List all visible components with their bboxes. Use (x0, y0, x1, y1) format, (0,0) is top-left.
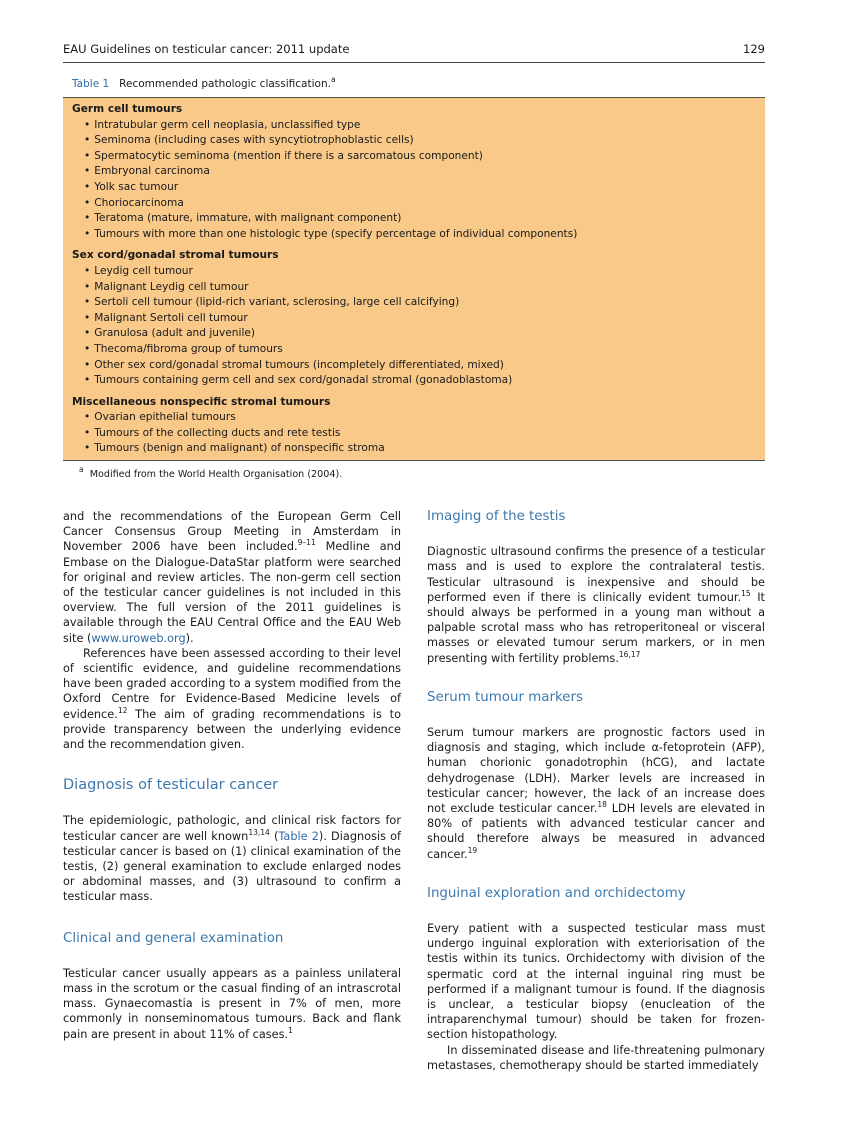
paragraph: References have been assessed according to their level of scientific evidence, and guideline recommendations have been graded according to a system modified from the Oxford Centre for Evidence-Based Medicine levels of evidence.$^{12}$ The aim of grading recommendations is to provide transparency between the underlying evidence and the recommendation given. (63, 646, 401, 752)
list-item: • Ovarian epithelial tumours (84, 410, 765, 426)
table-footnote (79, 465, 343, 480)
classification-table (63, 97, 765, 461)
list-item: • Other sex cord/gonadal stromal tumours (incompletely differentiated, mixed) (84, 358, 765, 374)
citation: 16,17 (618, 649, 641, 659)
citation: 19 (467, 845, 478, 855)
citation: 1 (288, 1025, 293, 1035)
list-item: • Embryonal carcinoma (84, 164, 765, 180)
uroweb-link[interactable]: www.uroweb.org (91, 631, 186, 645)
citation: 18 (597, 800, 607, 810)
paragraph: The epidemiologic, pathologic, and clinical risk factors for testicular cancer are well known$^{13,14}$ (Table 2). Diagnosis of testicular cancer is based on (1) clinical examination of the testis, (2) general examination to exclude enlarged nodes or abdominal masses, and (3) ultrasound to confirm a testicular mass. (63, 814, 402, 904)
left-column (63, 509, 401, 1042)
list-item: • Tumours of the collecting ducts and rete testis (84, 426, 765, 442)
table-number: Table 1 (72, 78, 110, 90)
list-item: • Tumours containing germ cell and sex cord/gonadal stromal (gonadoblastoma) (84, 373, 765, 389)
section-heading-clinical: Clinical and general examination (63, 930, 284, 946)
header-rule (63, 62, 765, 63)
table-caption-marker: a (330, 75, 336, 84)
table-group-title: Sex cord/gonadal stromal tumours (72, 249, 279, 262)
footnote-marker: a (79, 465, 84, 474)
list-item: • Malignant Leydig cell tumour (84, 280, 765, 296)
list-item: • Tumours (benign and malignant) of nonspecific stroma (84, 441, 765, 457)
table-group-list (72, 118, 765, 243)
paragraph: Every patient with a suspected testicular mass must undergo inguinal exploration with exteriorisation of the testis within its tunics. Orchidectomy with division of the spermatic cord at the internal inguinal ring must be performed if a malignant tumour is found. If the diagnosis is unclear, a testicular biopsy (enucleation of the intraparenchymal tumour) should be taken for frozen-section histopathology. (427, 922, 765, 1042)
page-number: 129 (743, 42, 765, 56)
footnote-text: Modified from the World Health Organisation (2004). (89, 469, 343, 480)
table-group-title: Miscellaneous nonspecific stromal tumours (72, 395, 331, 408)
list-item: • Spermatocytic seminoma (mention if there is a sarcomatous component) (84, 149, 765, 165)
citation: 12 (117, 705, 128, 715)
section-heading-inguinal: Inguinal exploration and orchidectomy (427, 885, 686, 901)
list-item: • Intratubular germ cell neoplasia, unclassified type (84, 118, 765, 134)
running-header (63, 42, 765, 60)
list-item: • Sertoli cell tumour (lipid-rich variant, sclerosing, large cell calcifying) (84, 295, 765, 311)
table-group-list (72, 264, 765, 389)
table-group (72, 395, 765, 457)
citation: 15 (741, 588, 751, 598)
table-group-list (72, 410, 765, 457)
table-caption (72, 75, 336, 90)
table-2-link[interactable]: Table 2 (278, 829, 319, 843)
table-group (72, 248, 765, 388)
list-item: • Malignant Sertoli cell tumour (84, 311, 765, 327)
section-heading-serum: Serum tumour markers (427, 689, 584, 705)
table-group (72, 102, 765, 242)
list-item: • Choriocarcinoma (84, 196, 765, 212)
paragraph: Testicular cancer usually appears as a painless unilateral mass in the scrotum or the casual finding of an intrascrotal mass. Gynaecomastia is present in 7% of men, more commonly in nonseminomatous tumours. Back and flank pain are present in about 11% of cases.$^1$ (63, 966, 401, 1041)
paragraph: Diagnostic ultrasound confirms the presence of a testicular mass and is used to explore the contralateral testis. Testicular ultrasound is inexpensive and should be performed even if there is clinically evident tumour.$^{15}$ It should always be performed in a young man without a palpable scrotal mass who has retroperitoneal or visceral masses or elevated tumour serum markers, or in men presenting with fertility problems.$^{16,17}$ (427, 545, 765, 665)
list-item: • Tumours with more than one histologic type (specify percentage of individual components) (84, 227, 765, 243)
list-item: • Leydig cell tumour (84, 264, 765, 280)
list-item: • Yolk sac tumour (84, 180, 765, 196)
table-group-title: Germ cell tumours (72, 103, 183, 115)
paragraph: and the recommendations of the European Germ Cell Cancer Consensus Group Meeting in Amsterdam in November 2006 have been included.$^{9-11}$ Medline and Embase on the Dialogue-DataStar platform were searched for original and review articles. The non-germ cell section of the testicular cancer guidelines is not included in this overview. The full version of the 2011 guidelines is available through the EAU Central Office and the EAU Web site (www.uroweb.org). (63, 510, 401, 645)
right-column (427, 509, 765, 1073)
list-item: • Teratoma (mature, immature, with malignant component) (84, 211, 765, 227)
table-caption-text: Recommended pathologic classification. (119, 78, 331, 90)
citation: 9–11 (297, 538, 316, 548)
list-item: • Seminoma (including cases with syncytiotrophoblastic cells) (84, 133, 765, 149)
running-title: EAU Guidelines on testicular cancer: 2011 update (63, 42, 350, 56)
paragraph: In disseminated disease and life-threatening pulmonary metastases, chemotherapy should be started immediately (427, 1043, 765, 1072)
list-item: • Thecoma/fibroma group of tumours (84, 342, 765, 358)
section-heading-diagnosis: Diagnosis of testicular cancer (63, 777, 279, 794)
list-item: • Granulosa (adult and juvenile) (84, 326, 765, 342)
section-heading-imaging: Imaging of the testis (427, 509, 566, 524)
paragraph: Serum tumour markers are prognostic factors used in diagnosis and staging, which include α-fetoprotein (AFP), human chorionic gonadotrophin (hCG), and lactate dehydrogenase (LDH). Marker levels are increased in testicular cancer; however, the lack of an increase does not exclude testicular cancer.$^{18}$ LDH levels are elevated in 80% of patients with advanced testicular cancer and should therefore always be measured in advanced cancer.$^{19}$ (427, 726, 765, 861)
citation: 13,14 (248, 827, 270, 837)
